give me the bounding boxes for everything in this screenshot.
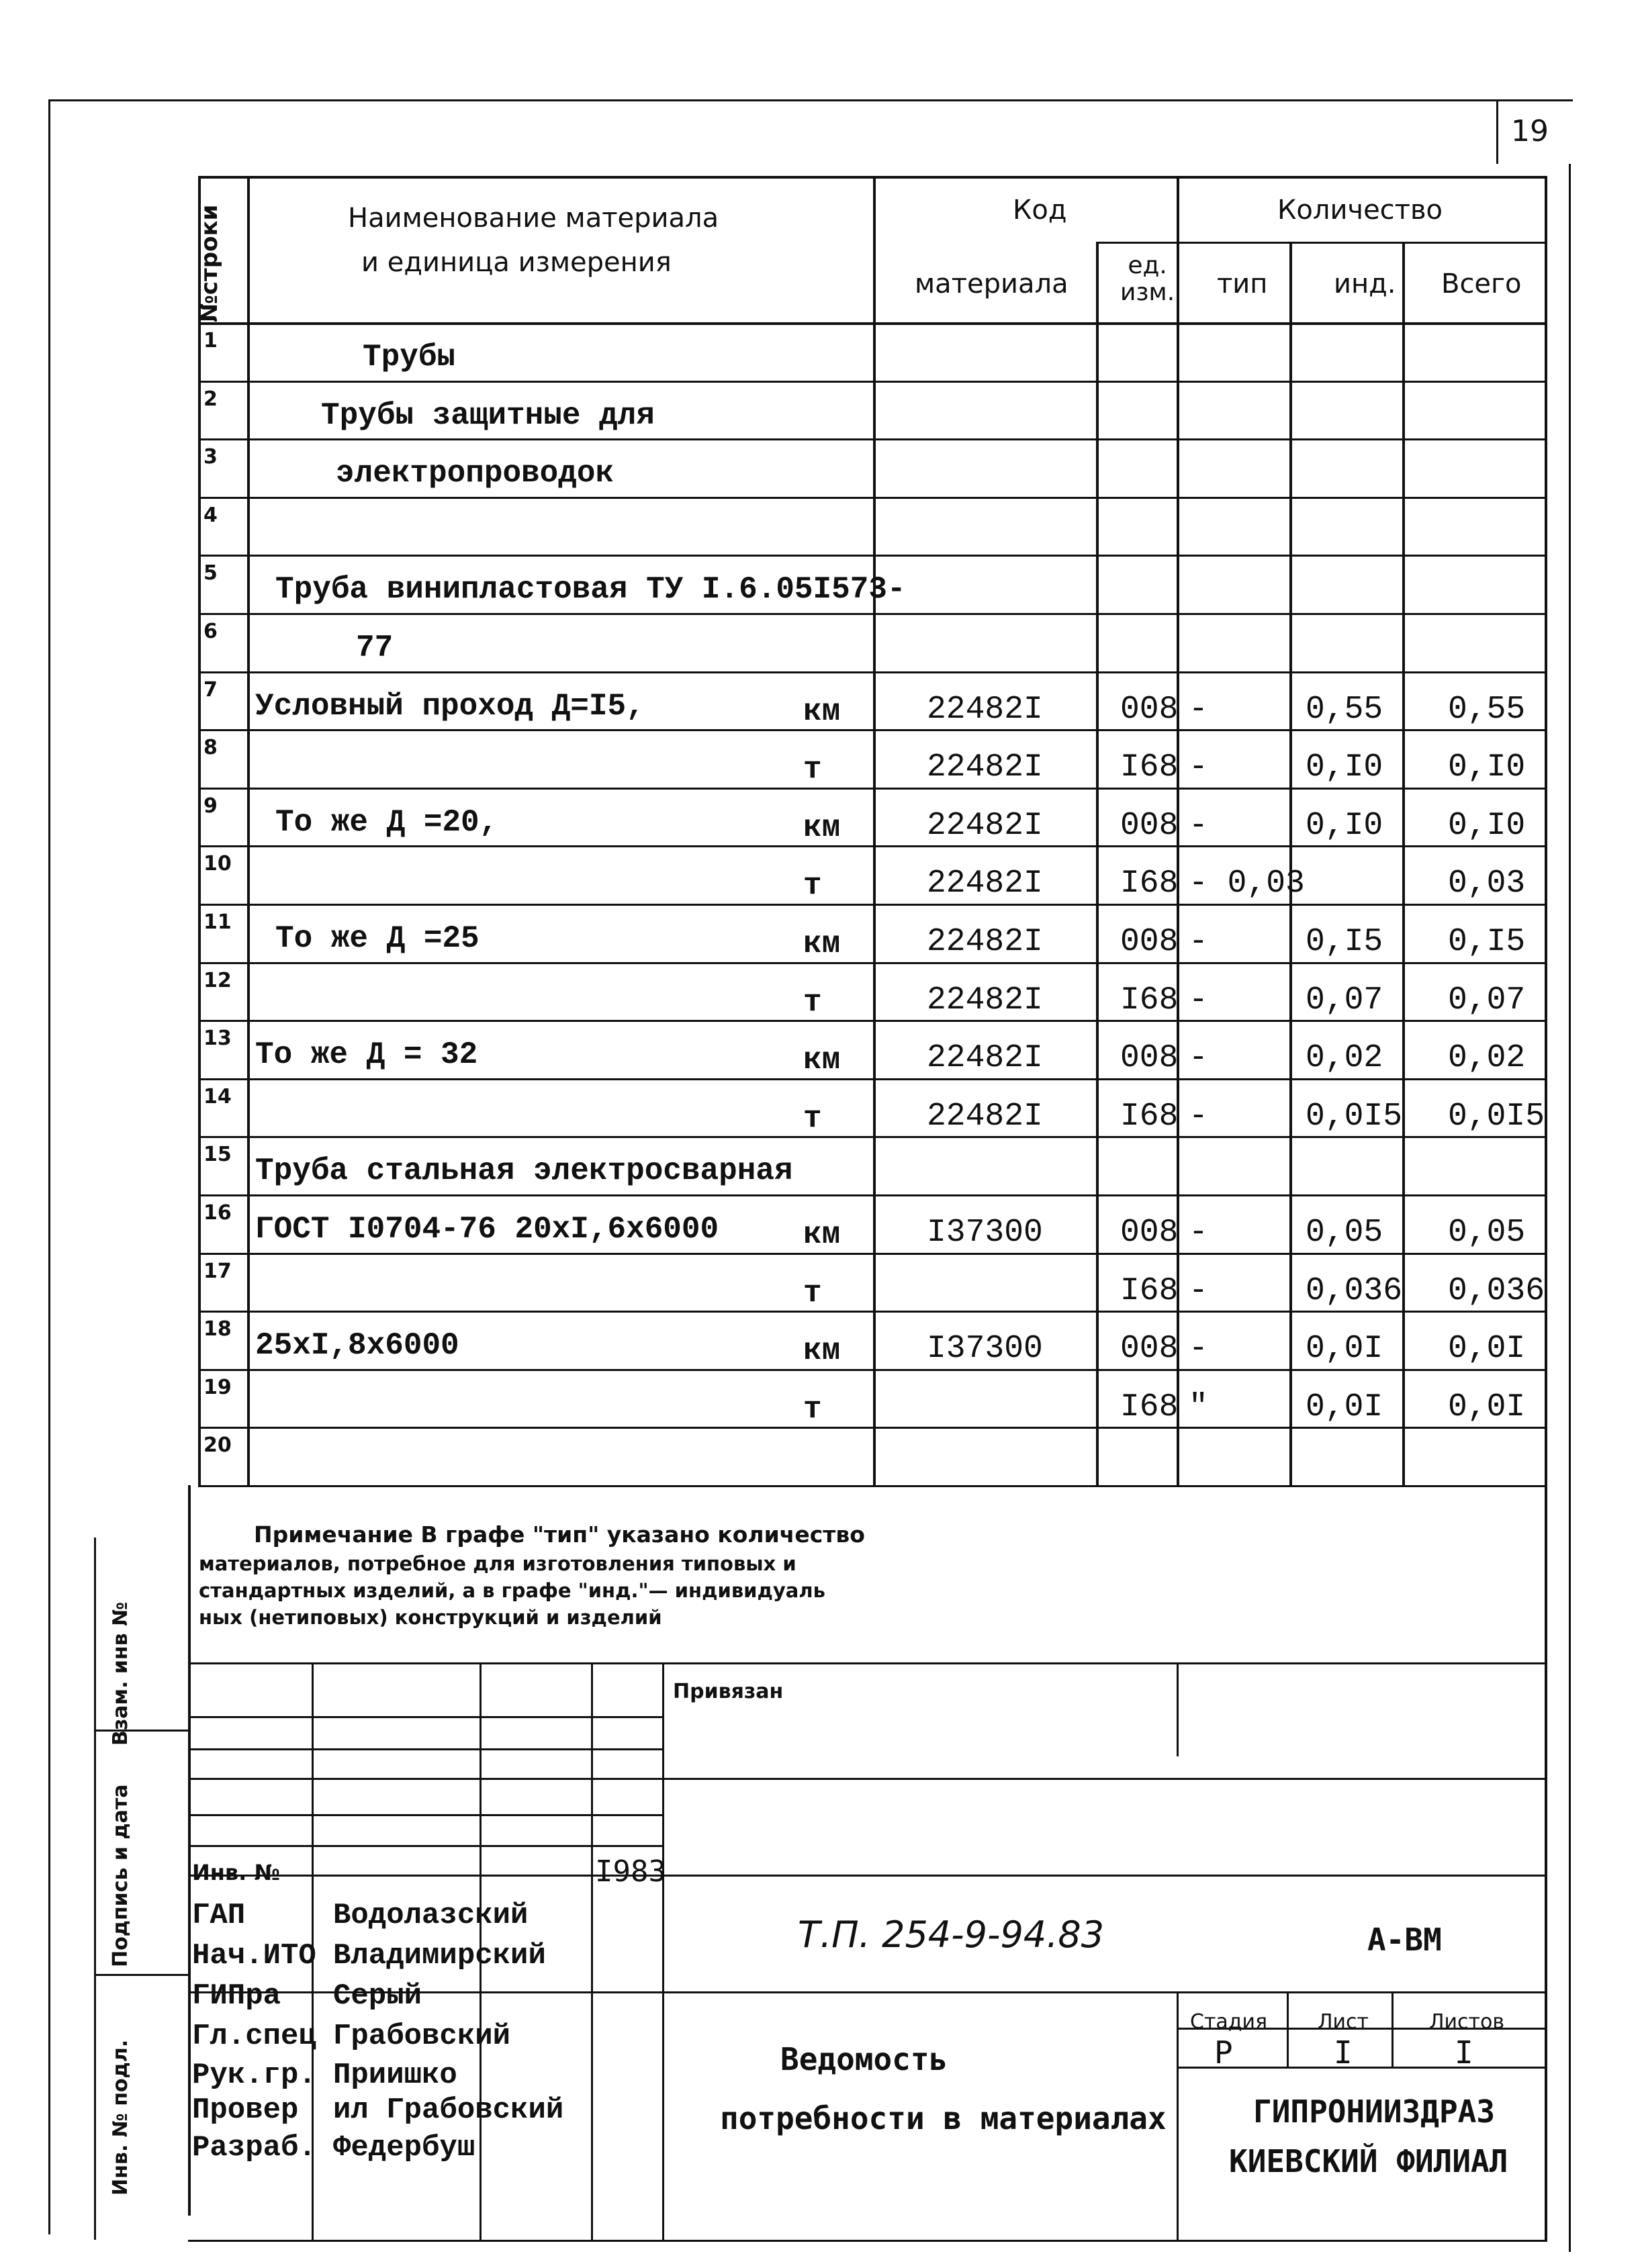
signer-role: Нач.ИТО: [192, 1939, 316, 1973]
unit-code: I68: [1120, 1272, 1179, 1309]
signer-name: Федербуш: [333, 2131, 475, 2165]
total-qty: 0,I0: [1448, 749, 1526, 786]
row-line: [198, 497, 1545, 499]
stamp-line: [188, 1778, 1547, 1780]
column-line: [1402, 242, 1405, 1485]
type-qty: ": [1189, 1388, 1208, 1425]
material-name: То же Д =20,: [275, 804, 498, 840]
unit-word: км: [803, 927, 841, 961]
unit-code: 008: [1120, 1331, 1179, 1368]
stamp-bottom-line: [188, 2240, 1547, 2242]
row-line: [198, 1253, 1545, 1255]
frame-left: [48, 99, 50, 2234]
column-line: [1289, 242, 1292, 1485]
signer-name: Серый: [333, 1979, 422, 2013]
material-name: электропроводок: [336, 456, 614, 491]
material-name: То же Д =25: [275, 921, 480, 956]
frame-top: [48, 99, 1573, 101]
type-qty: -: [1189, 749, 1208, 786]
unit-word: т: [803, 1391, 822, 1427]
row-line: [198, 381, 1545, 383]
ind-qty: 0,036: [1306, 1272, 1403, 1309]
column-line: [873, 176, 876, 1485]
sheet-label: Лист: [1318, 2010, 1369, 2034]
total-subheader: Всего: [1441, 269, 1522, 299]
row-number: 16: [203, 1201, 232, 1225]
material-name: Трубы защитные для: [321, 397, 655, 433]
privyazan-label: Привязан: [673, 1680, 784, 1703]
side-column-line: [94, 1730, 188, 1732]
type-qty: -: [1189, 1040, 1208, 1077]
column-line: [247, 176, 250, 1485]
total-qty: 0,02: [1448, 1040, 1526, 1077]
stage-label: Стадия: [1190, 2010, 1268, 2034]
stamp-column-line: [1287, 1991, 1289, 2067]
sheet-value: I: [1334, 2034, 1353, 2071]
name-header-line1: Наименование материала: [348, 203, 719, 234]
material-name: Труба винипластовая ТУ I.6.05I573-: [275, 572, 906, 608]
signer-name: Грабовский: [333, 2020, 511, 2053]
ind-qty: 0,05: [1306, 1215, 1383, 1251]
row-number: 2: [203, 387, 218, 411]
type-qty: -: [1189, 691, 1208, 728]
total-qty: 0,0I5: [1448, 1098, 1545, 1135]
stamp-line: [188, 1662, 1547, 1664]
type-qty: -: [1189, 1331, 1208, 1368]
material-subheader: материала: [915, 269, 1068, 299]
total-qty: 0,05: [1448, 1215, 1526, 1251]
header-bottom-border: [198, 322, 1545, 325]
year: I983: [595, 1854, 666, 1889]
stamp-column-line: [591, 1662, 593, 2240]
material-name: ГОСТ I0704-76 20xI,6x6000: [255, 1212, 719, 1247]
signer-role: ГАП: [192, 1899, 246, 1932]
document-title-line2: потребности в материалах: [720, 2100, 1167, 2136]
row-number: 17: [203, 1259, 232, 1283]
unit-code: I68: [1120, 982, 1179, 1019]
row-line: [198, 1427, 1545, 1429]
ind-qty: 0,55: [1306, 691, 1383, 728]
unit-code: 008: [1120, 1215, 1179, 1251]
inv-label: Инв. №: [192, 1860, 280, 1885]
row-number: 4: [203, 503, 218, 527]
row-number: 9: [203, 794, 218, 818]
material-code: 22482I: [927, 1098, 1043, 1135]
material-code: I37300: [927, 1331, 1043, 1368]
row-number: 8: [203, 736, 218, 760]
unit-word: км: [803, 1217, 841, 1252]
total-qty: 0,07: [1448, 982, 1526, 1019]
unit-word: т: [803, 868, 822, 904]
unit-word: км: [803, 1043, 841, 1078]
ind-qty: 0,0I: [1306, 1331, 1383, 1368]
header-split-line: [1096, 242, 1545, 244]
type-subheader: тип: [1217, 269, 1268, 299]
ind-qty: 0,I5: [1306, 924, 1383, 960]
frame-right: [1569, 164, 1571, 2252]
signer-name: Приишко: [333, 2059, 457, 2092]
signer-role: Гл.спец: [192, 2020, 316, 2053]
row-number: 5: [203, 561, 218, 585]
type-qty: -: [1189, 1098, 1208, 1135]
side-label-vzam: Взам. инв №: [109, 1601, 132, 1746]
document-title-line1: Ведомость: [780, 2041, 948, 2077]
type-qty: - 0,03: [1189, 865, 1305, 902]
row-line: [198, 1078, 1545, 1080]
stamp-column-line: [662, 1662, 664, 2240]
unit-code: 008: [1120, 1040, 1179, 1077]
material-code: 22482I: [927, 807, 1043, 844]
total-qty: 0,I5: [1448, 924, 1526, 960]
material-name: Трубы: [363, 340, 456, 375]
row-line: [198, 904, 1545, 906]
name-header-line2: и единица измерения: [361, 247, 672, 278]
type-qty: -: [1189, 924, 1208, 960]
side-column-line: [94, 1974, 188, 1976]
quantity-header: Количество: [1277, 195, 1443, 226]
row-number: 19: [203, 1375, 232, 1399]
row-number: 18: [203, 1317, 232, 1341]
side-label-podpis: Подпись и дата: [109, 1784, 132, 1967]
row-line: [198, 1311, 1545, 1313]
sheets-value: I: [1455, 2034, 1473, 2071]
ind-qty: 0,07: [1306, 982, 1383, 1019]
unit-subheader: ед. изм.: [1120, 252, 1175, 306]
row-number: 1: [203, 329, 218, 352]
signer-role: Рук.гр.: [192, 2059, 316, 2092]
type-qty: -: [1189, 807, 1208, 844]
column-line: [1096, 242, 1099, 1485]
ind-qty: 0,0I5: [1306, 1098, 1403, 1135]
material-name: 25xI,8x6000: [255, 1328, 459, 1364]
page-number: 19: [1511, 114, 1549, 148]
unit-code: 008: [1120, 807, 1179, 844]
ind-qty: 0,I0: [1306, 807, 1383, 844]
stamp-right-line: [1545, 1485, 1547, 2240]
stage-value: Р: [1214, 2034, 1233, 2071]
row-number: 11: [203, 910, 232, 934]
unit-word: т: [803, 984, 822, 1020]
signer-role: Разраб.: [192, 2131, 316, 2165]
ind-qty: 0,02: [1306, 1040, 1383, 1077]
unit-word: т: [803, 752, 822, 788]
note-line3: стандартных изделий, а в графе "инд."— индивидуаль: [199, 1579, 825, 1602]
row-line: [198, 1194, 1545, 1196]
material-name: То же Д = 32: [255, 1037, 478, 1073]
row-line: [198, 555, 1545, 557]
material-code: I37300: [927, 1215, 1043, 1251]
total-qty: 0,03: [1448, 865, 1526, 902]
material-code: 22482I: [927, 749, 1043, 786]
note-line1: Примечание В графе "тип" указано количество: [254, 1521, 865, 1548]
row-line: [198, 1485, 1545, 1487]
total-qty: 0,0I: [1448, 1331, 1526, 1368]
row-number: 20: [203, 1433, 232, 1458]
material-name: Условный проход Д=I5,: [255, 688, 645, 724]
stamp-column-line: [1177, 1991, 1179, 2240]
row-line: [198, 613, 1545, 615]
unit-code: I68: [1120, 865, 1179, 902]
row-line: [198, 1369, 1545, 1371]
type-qty: -: [1189, 1272, 1208, 1309]
row-number: 3: [203, 445, 218, 469]
unit-word: т: [803, 1100, 822, 1136]
unit-code: 008: [1120, 691, 1179, 728]
row-number: 14: [203, 1084, 232, 1108]
unit-word: км: [803, 1333, 841, 1369]
row-line: [198, 788, 1545, 790]
total-qty: 0,0I: [1448, 1388, 1526, 1425]
row-line: [198, 438, 1545, 440]
organization-line2: КИЕВСКИЙ ФИЛИАЛ: [1229, 2143, 1508, 2179]
signer-name: Водолазский: [333, 1899, 529, 1932]
row-number: 10: [203, 852, 232, 876]
sheets-label: Листов: [1429, 2010, 1505, 2034]
column-line: [1545, 176, 1547, 1485]
type-qty: -: [1189, 1215, 1208, 1251]
row-number-header: №строки: [196, 204, 223, 322]
unit-code: I68: [1120, 1098, 1179, 1135]
table-top-border: [198, 176, 1545, 179]
unit-code: I68: [1120, 749, 1179, 786]
row-line: [198, 729, 1545, 731]
total-qty: 0,036: [1448, 1272, 1545, 1309]
row-number: 13: [203, 1027, 232, 1051]
stamp-column-line: [1392, 1991, 1394, 2067]
row-line: [198, 962, 1545, 964]
stamp-left-line: [188, 1485, 191, 2216]
material-code: 22482I: [927, 924, 1043, 960]
row-line: [198, 1020, 1545, 1022]
stamp-column-line: [1177, 1662, 1179, 1756]
total-qty: 0,55: [1448, 691, 1526, 728]
signer-role: ГИПра: [192, 1979, 281, 2013]
organization-line1: ГИПРОНИИЗДРАЗ: [1253, 2093, 1496, 2130]
type-qty: -: [1189, 982, 1208, 1019]
row-number: 15: [203, 1143, 232, 1167]
material-name: Труба стальная электросварная: [255, 1153, 793, 1189]
total-qty: 0,I0: [1448, 807, 1526, 844]
ind-qty: 0,0I: [1306, 1388, 1383, 1425]
material-code: 22482I: [927, 1040, 1043, 1077]
stamp-line: [188, 1875, 1547, 1877]
material-code: 22482I: [927, 865, 1043, 902]
note-line4: ных (нетиповых) конструкций и изделий: [199, 1606, 662, 1629]
signer-role: Провер: [192, 2093, 299, 2127]
ind-qty: 0,I0: [1306, 749, 1383, 786]
note-line2: материалов, потребное для изготовления типовых и: [199, 1552, 796, 1575]
row-number: 6: [203, 620, 218, 643]
row-line: [198, 1136, 1545, 1138]
sheet-code: А-ВМ: [1367, 1922, 1442, 1958]
unit-code: I68: [1120, 1388, 1179, 1425]
ind-subheader: инд.: [1334, 269, 1396, 299]
document-code: Т.П. 254-9-94.83: [798, 1913, 1105, 1956]
row-line: [198, 845, 1545, 847]
row-number: 7: [203, 677, 218, 702]
unit-word: км: [803, 694, 841, 729]
unit-word: км: [803, 810, 841, 845]
column-line: [198, 176, 201, 1485]
material-name: 77: [356, 630, 394, 665]
material-code: 22482I: [927, 982, 1043, 1019]
row-line: [198, 671, 1545, 673]
material-code: 22482I: [927, 691, 1043, 728]
page-number-box: [1496, 99, 1498, 164]
side-label-inv: Инв. № подл.: [109, 2039, 132, 2195]
code-header: Код: [1013, 195, 1067, 226]
signer-name: ил Грабовский: [333, 2093, 564, 2127]
side-column-line: [94, 1538, 96, 2240]
signer-name: Владимирский: [333, 1939, 546, 1973]
unit-word: т: [803, 1275, 822, 1311]
row-number: 12: [203, 968, 232, 992]
unit-code: 008: [1120, 924, 1179, 960]
